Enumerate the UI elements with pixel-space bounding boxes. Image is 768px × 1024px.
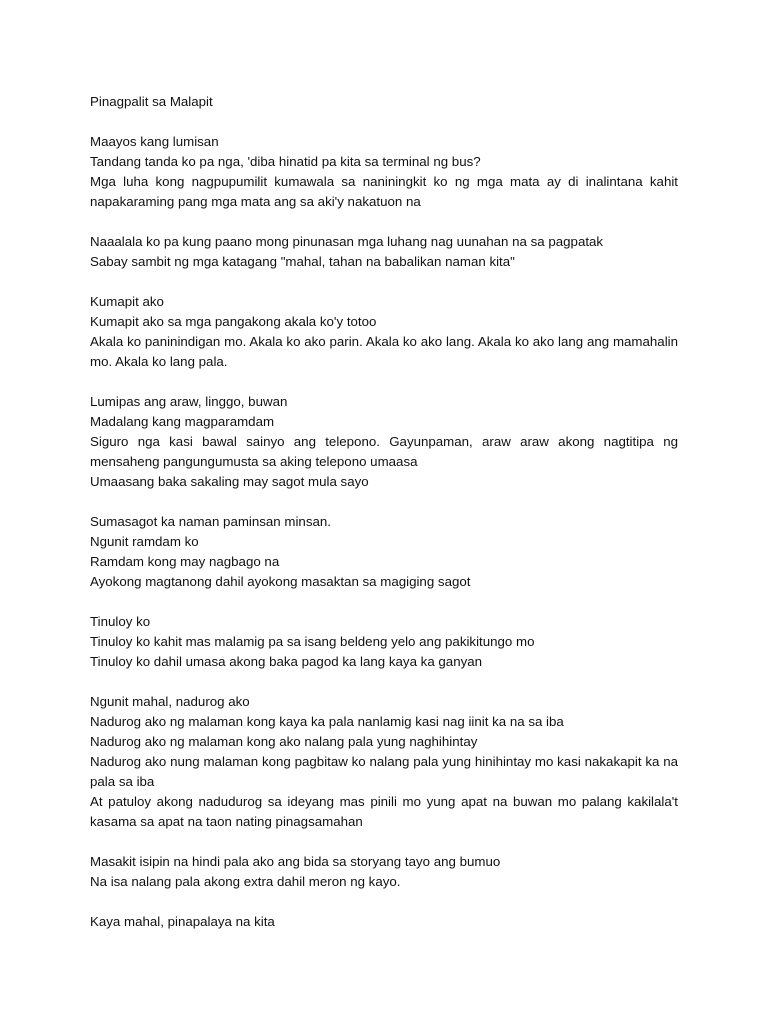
document-page: [90, 92, 678, 952]
poem-line: Masakit isipin na hindi pala ako ang bida sa storyang tayo ang bumuo: [90, 854, 501, 869]
stanza-3: [90, 292, 678, 372]
poem-line: Ngunit mahal, nadurog ako: [90, 694, 250, 709]
poem-line: Nadurog ako ng malaman kong kaya ka pala nanlamig kasi nag iinit ka na sa iba: [90, 714, 564, 729]
poem-line: Na isa nalang pala akong extra dahil meron ng kayo.: [90, 874, 401, 889]
poem-line: Kaya mahal, pinapalaya na kita: [90, 914, 275, 929]
poem-line: Tinuloy ko: [90, 614, 151, 629]
stanza-1: [90, 132, 678, 212]
poem-line: Nadurog ako nung malaman kong pagbitaw ko nalang pala yung hinihintay mo kasi nakakapit ka na pala sa iba: [90, 754, 678, 789]
poem-line: Umaasang baka sakaling may sagot mula sayo: [90, 474, 369, 489]
poem-line: Kumapit ako sa mga pangakong akala ko'y totoo: [90, 314, 377, 329]
poem-line: At patuloy akong nadudurog sa ideyang mas pinili mo yung apat na buwan mo palang kakilala't kasama sa apat na taon nating pinagsamahan: [90, 794, 678, 829]
poem-line: Sabay sambit ng mga katagang "mahal, tahan na babalikan naman kita": [90, 254, 515, 269]
poem-line: Tinuloy ko dahil umasa akong baka pagod ka lang kaya ka ganyan: [90, 654, 483, 669]
poem-line: Tinuloy ko kahit mas malamig pa sa isang beldeng yelo ang pakikitungo mo: [90, 634, 535, 649]
stanza-2: [90, 232, 678, 272]
poem-line: Nadurog ako ng malaman kong ako nalang pala yung naghihintay: [90, 734, 478, 749]
poem-line: Naaalala ko pa kung paano mong pinunasan mga luhang nag uunahan na sa pagpatak: [90, 234, 604, 249]
poem-line: Ramdam kong may nagbago na: [90, 554, 280, 569]
poem-line: Ayokong magtanong dahil ayokong masaktan sa magiging sagot: [90, 574, 471, 589]
poem-line: Lumipas ang araw, linggo, buwan: [90, 394, 288, 409]
poem-line: Akala ko paninindigan mo. Akala ko ako parin. Akala ko ako lang. Akala ko ako lang ang mamahalin mo. Akala ko lang pala.: [90, 334, 678, 369]
poem-line: Madalang kang magparamdam: [90, 414, 275, 429]
poem-line: Tandang tanda ko pa nga, 'diba hinatid pa kita sa terminal ng bus?: [90, 154, 481, 169]
poem-line: Mga luha kong nagpupumilit kumawala sa naniningkit ko ng mga mata ay di inalintana kahit napakaraming pang mga mata ang sa aki'y nakatuon na: [90, 174, 678, 209]
stanza-6: [90, 612, 678, 672]
poem-line: Kumapit ako: [90, 294, 164, 309]
poem-line: Siguro nga kasi bawal sainyo ang telepono. Gayunpaman, araw araw akong nagtitipa ng mensaheng pangungumusta sa aking telepono umaasa: [90, 434, 678, 469]
poem-line: Ngunit ramdam ko: [90, 534, 199, 549]
stanza-5: [90, 512, 678, 592]
poem-title: Pinagpalit sa Malapit: [90, 94, 213, 109]
stanza-7: [90, 692, 678, 832]
poem-line: Sumasagot ka naman paminsan minsan.: [90, 514, 331, 529]
stanza-8: [90, 852, 678, 892]
stanza-4: [90, 392, 678, 492]
stanza-9: [90, 912, 678, 932]
poem-line: Maayos kang lumisan: [90, 134, 219, 149]
